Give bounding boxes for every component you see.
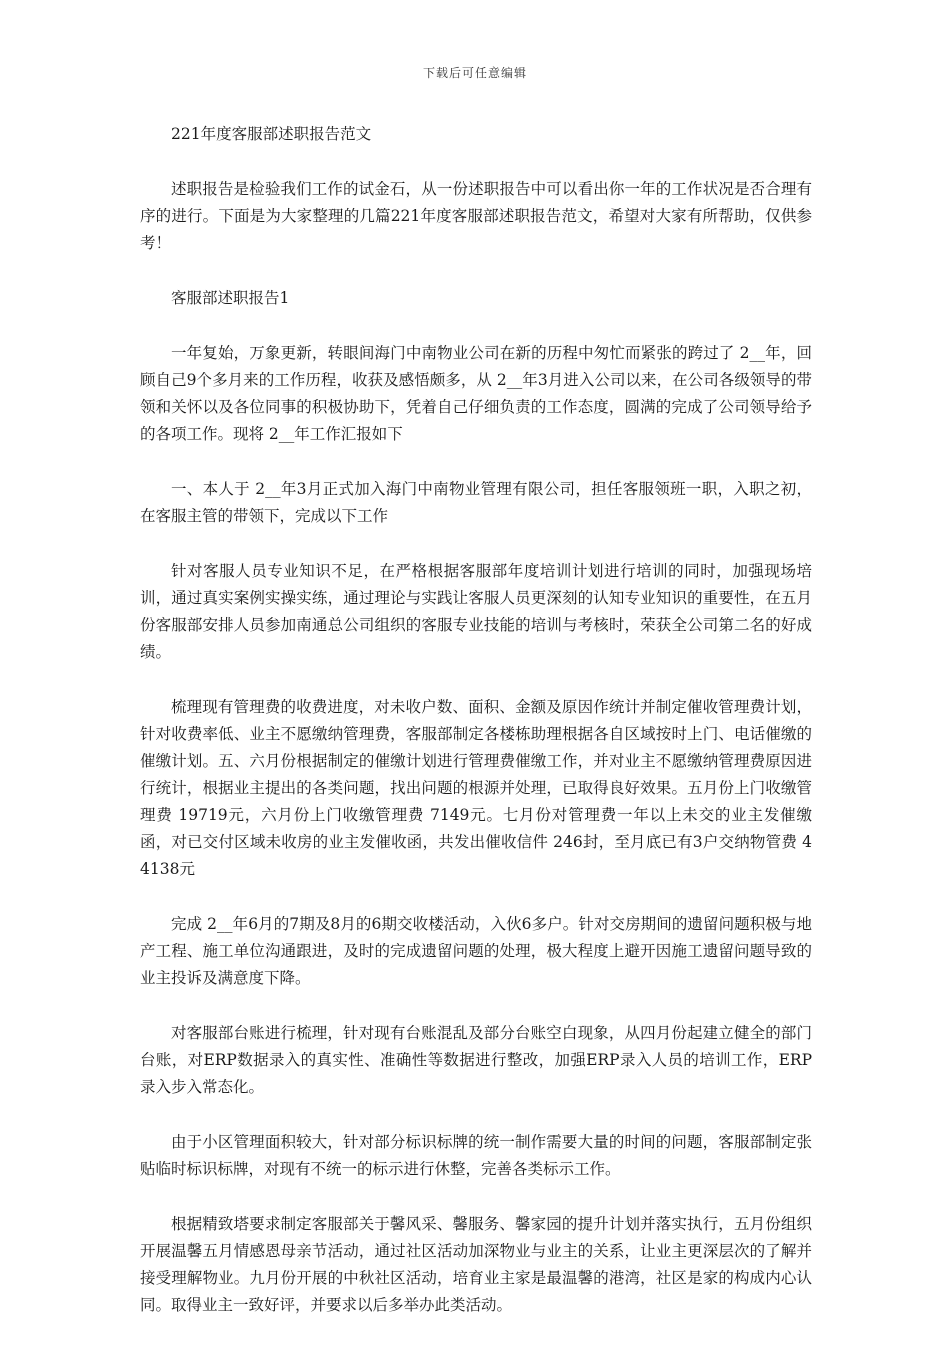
document-title: 221年度客服部述职报告范文	[171, 125, 372, 143]
body-paragraph: 对客服部台账进行梳理，针对现有台账混乱及部分台账空白现象，从四月份起建立健全的部门台账，对ERP数据录入的真实性、准确性等数据进行整改，加强ERP录入人员的培训工作，ERP录入步入常态化。	[140, 1024, 812, 1096]
body-paragraph: 梳理现有管理费的收费进度，对未收户数、面积、金额及原因作统计并制定催收管理费计划，针对收费率低、业主不愿缴纳管理费，客服部制定各楼栋助理根据各自区域按时上门、电话催缴的催缴计划。五、六月份根据制定的催缴计划进行管理费催缴工作，并对业主不愿缴纳管理费原因进行统计，根据业主提出的各类问题，找出问题的根源并处理，已取得良好效果。五月份上门收缴管理费 19719元，六月份上门收缴管理费 7149元。七月份对管理费一年以上未交的业主发催缴函，对已交付区域未收房的业主发催收函，共发出催收信件 246封，至月底已有3户交纳物管费 44138元	[140, 698, 812, 878]
body-paragraph: 针对客服人员专业知识不足，在严格根据客服部年度培训计划进行培训的同时，加强现场培训，通过真实案例实操实练，通过理论与实践让客服人员更深刻的认知专业知识的重要性，在五月份客服部安排人员参加南通总公司组织的客服专业技能的培训与考核时，荣获全公司第二名的好成绩。	[140, 562, 812, 661]
intro-paragraph: 述职报告是检验我们工作的试金石，从一份述职报告中可以看出你一年的工作状况是否合理有序的进行。下面是为大家整理的几篇221年度客服部述职报告范文，希望对大家有所帮助，仅供参考！	[140, 180, 812, 252]
page-header-note: 下载后可任意编辑	[422, 66, 527, 80]
body-paragraph: 一年复始，万象更新，转眼间海门中南物业公司在新的历程中匆忙而紧张的跨过了 2__年，回顾自己9个多月来的工作历程，收获及感悟颇多，从 2__年3月进入公司以来，在公司各级领导的带领和关怀以及各位同事的积极协助下，凭着自己仔细负责的工作态度，圆满的完成了公司领导给予的各项工作。现将 2__年工作汇报如下	[140, 344, 812, 443]
body-paragraph: 一、本人于 2__年3月正式加入海门中南物业管理有限公司，担任客服领班一职，入职之初，在客服主管的带领下，完成以下工作	[140, 480, 812, 525]
section-title: 客服部述职报告1	[171, 289, 290, 307]
body-paragraph: 完成 2__年6月的7期及8月的6期交收楼活动，入伙6多户。针对交房期间的遗留问题积极与地产工程、施工单位沟通跟进，及时的完成遗留问题的处理，极大程度上避开因施工遗留问题导致的业主投诉及满意度下降。	[140, 915, 812, 987]
document-body	[140, 121, 812, 1347]
body-paragraph: 由于小区管理面积较大，针对部分标识标牌的统一制作需要大量的时间的问题，客服部制定张贴临时标识标牌，对现有不统一的标示进行休整，完善各类标示工作。	[140, 1133, 812, 1178]
body-paragraph: 根据精致塔要求制定客服部关于馨风采、馨服务、馨家园的提升计划并落实执行，五月份组织开展温馨五月情感恩母亲节活动，通过社区活动加深物业与业主的关系，让业主更深层次的了解并接受理解物业。九月份开展的中秋社区活动，培育业主家是最温馨的港湾，社区是家的构成内心认同。取得业主一致好评，并要求以后多举办此类活动。	[140, 1215, 812, 1314]
